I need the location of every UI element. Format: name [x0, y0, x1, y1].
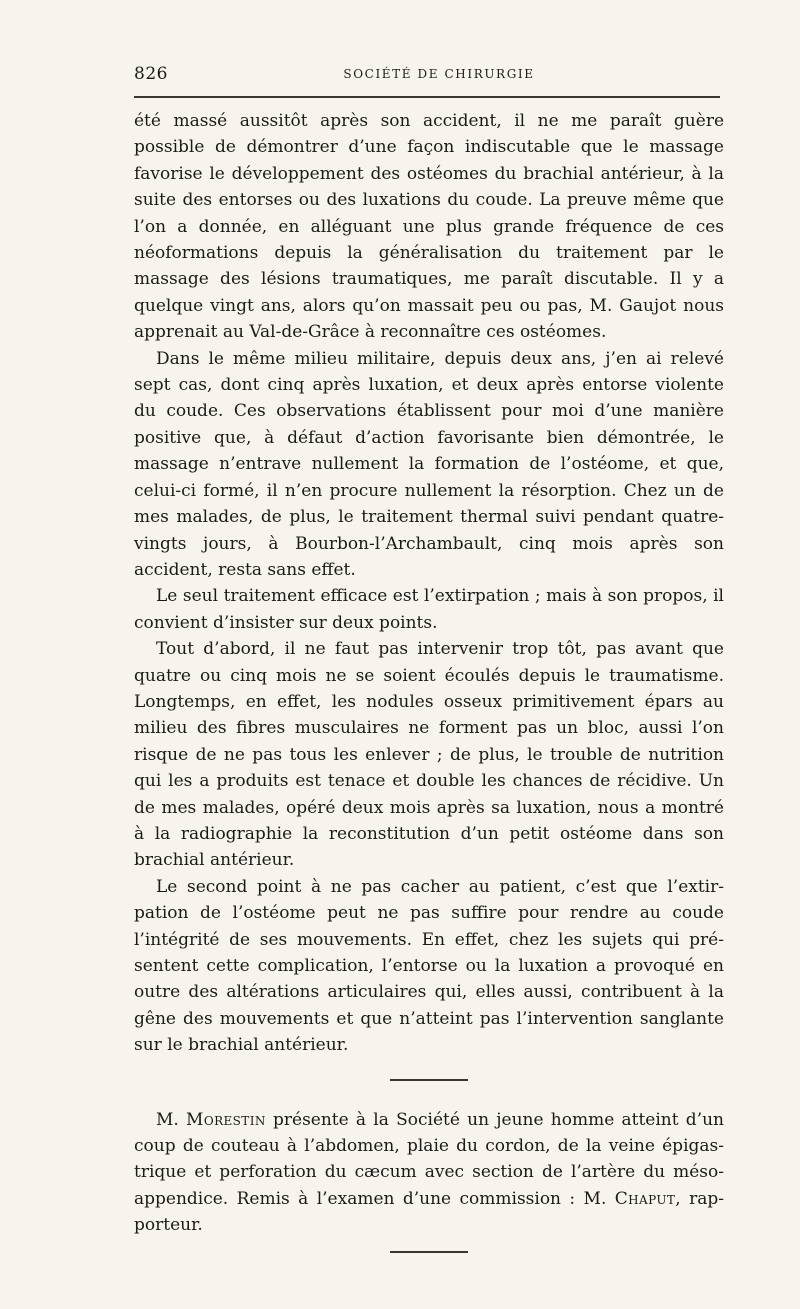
header-rule	[134, 96, 720, 98]
article-body	[134, 108, 724, 1059]
page-header	[134, 60, 724, 96]
paragraph-5: Le second point à ne pas cacher au patient, c’est que l’extirpation de l’ostéome peut ne pas suffire pour rendre au coude l’intégrité de ses mouvements. En effet, chez les sujets qui présentent cette complication, l’entorse ou la luxation a provoqué en outre des altérations articulaires qui, elles aussi, contribuent à la gêne des mouvements et que n’atteint pas l’intervention sanglante sur le brachial antérieur.	[134, 876, 724, 1056]
closing-divider	[390, 1251, 468, 1253]
announcement	[134, 1107, 724, 1239]
paragraph-1: été massé aussitôt après son accident, il ne me paraît guère possible de démontrer d’une façon indiscutable que le massage favorise le développement des ostéomes du brachial antérieur, à la suite des entorses ou des luxations du coude. La preuve même que l’on a donnée, en alléguant une plus grande fréquence de ces néoformations depuis la généralisation du traitement par le massage des lésions traumatiques, me paraît discutable. Il y a quelque vingt ans, alors qu’on massait peu ou pas, M. Gaujot nous apprenait au Val-de-Grâce à reconnaître ces ostéomes.	[134, 111, 724, 343]
announcement-text: présente à la Société un jeune homme atteint d’un coup de couteau à l’abdomen, plaie du cordon, de la veine épigastrique et perforation du cæcum avec section de l’artère du mésoappendice. Remis à l’examen d’une commission : M.	[134, 1109, 724, 1209]
document-page	[134, 60, 724, 1253]
page-number: 826	[134, 64, 168, 84]
section-divider	[390, 1079, 468, 1081]
rapporteur-name: Chaput	[614, 1188, 676, 1209]
paragraph-4: Tout d’abord, il ne faut pas intervenir trop tôt, pas avant que quatre ou cinq mois ne se soient écoulés depuis le traumatisme. Longtemps, en effet, les nodules osseux primitivement épars au milieu des fibres musculaires ne forment pas un bloc, aussi l’on risque de ne pas tous les enlever ; de plus, le trouble de nutrition qui les a produits est tenace et double les chances de récidive. Un de mes malades, opéré deux mois après sa luxation, nous a montré à la radiographie la reconstitution d’un petit ostéome dans son brachial antérieur.	[134, 639, 724, 871]
presenter-name: Morestin	[186, 1109, 266, 1130]
paragraph-3: Le seul traitement efficace est l’extirpation ; mais à son propos, il convient d’insister sur deux points.	[134, 586, 724, 633]
announcement-paragraph	[134, 1107, 724, 1239]
running-title: SOCIÉTÉ DE CHIRURGIE	[343, 67, 535, 81]
presenter-prefix: M.	[156, 1109, 187, 1130]
announcement-ending: , rapporteur.	[134, 1188, 724, 1236]
paragraph-2: Dans le même milieu militaire, depuis deux ans, j’en ai relevé sept cas, dont cinq après luxation, et deux après entorse violente du coude. Ces observations établissent pour moi d’une manière positive que, à défaut d’action favorisante bien démontrée, le massage n’entrave nullement la formation de l’ostéome, et que, celui-ci formé, il n’en procure nullement la résorption. Chez un de mes malades, de plus, le traitement thermal suivi pendant quatre-vingts jours, à Bourbon-l’Archambault, cinq mois après son accident, resta sans effet.	[134, 348, 724, 580]
